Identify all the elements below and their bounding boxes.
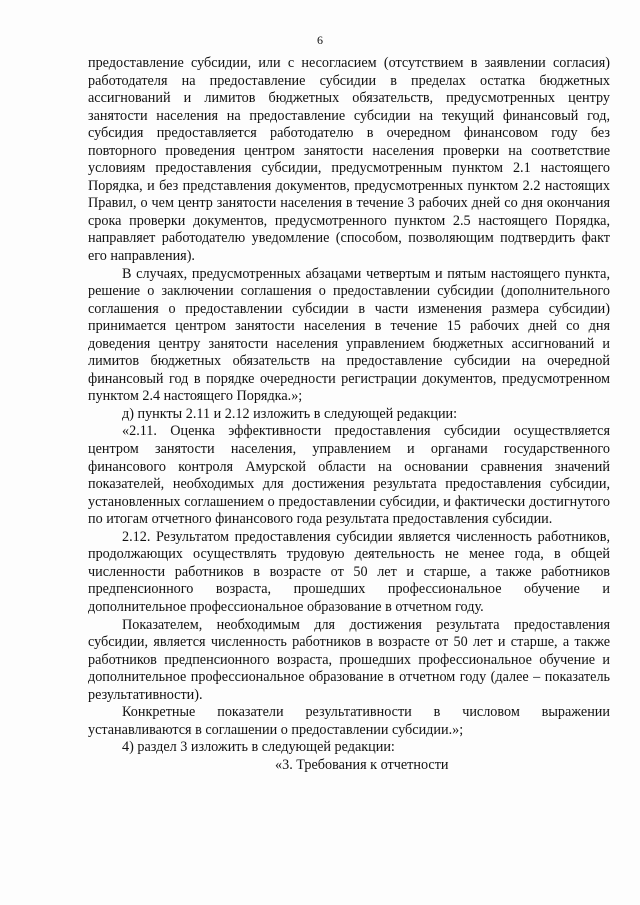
- section-3-title: «3. Требования к отчетности: [275, 756, 449, 773]
- paragraph-specific-indicators: Конкретные показатели результативности в числовом выражении устанавливаются в соглашении о предоставлении субсидии.»;: [88, 704, 610, 738]
- document-body: [88, 55, 610, 774]
- paragraph-indicator: Показателем, необходимым для достижения результата предоставления субсидии, является численность работников в возрасте от 50 лет и старше, а также работников предпенсионного возраста, прошедших профессиональное обучение и дополнительное профессиональное образование в отчетном году (далее – показатель результативности).: [88, 616, 610, 703]
- paragraph-continuation: предоставление субсидии, или с несогласием (отсутствием в заявлении согласия) работодателя на предоставление субсидии в пределах остатка бюджетных ассигнований и лимитов бюджетных обязательств, предусмотренных центру занятости населения на предоставление субсидии на текущий финансовый год, субсидия предоставляется работодателю в очередном финансовом году без повторного проведения центром занятости населения проверки на соответствие условиям предоставления субсидии, предусмотренным пунктом 2.1 настоящего Порядка, и без представления документов, предусмотренных пунктом 2.2 настоящих Правил, о чем центр занятости населения в течение 3 рабочих дней со дня окончания срока проверки документов, предусмотренного пунктом 2.5 настоящего Порядка, направляет работодателю уведомление (способом, позволяющим подтвердить факт его направления).: [88, 55, 610, 265]
- paragraph-clause-2-12: 2.12. Результатом предоставления субсидии является численность работников, продолжающих осуществлять трудовую деятельность не менее года, в общей численности работников в возрасте от 50 лет и старше, а также работников предпенсионного возраста, прошедших профессиональное обучение и дополнительное профессиональное образование в отчетном году.: [88, 528, 610, 615]
- paragraph-cases: В случаях, предусмотренных абзацами четвертым и пятым настоящего пункта, решение о заключении соглашения о предоставлении субсидии (дополнительного соглашения о предоставлении субсидии в части изменения размера субсидии) принимается центром занятости населения в течение 15 рабочих дней со дня доведения центру занятости населения управлением бюджетных ассигнований и лимитов бюджетных обязательств на предоставление субсидии на очередной финансовый год в порядке очередности регистрации документов, предусмотренном пунктом 2.4 настоящего Порядка.»;: [88, 265, 610, 405]
- paragraph-amendment-d: д) пункты 2.11 и 2.12 изложить в следующей редакции:: [122, 405, 458, 422]
- paragraph-amendment-4: 4) раздел 3 изложить в следующей редакции:: [122, 739, 395, 756]
- page-number: 6: [317, 33, 323, 47]
- paragraph-clause-2-11: «2.11. Оценка эффективности предоставления субсидии осуществляется центром занятости населения, управлением и органами государственного финансового контроля Амурской области на основании сравнения значений показателей, необходимых для достижения результата предоставления субсидии, установленных соглашением о предоставлении субсидии, и фактически достигнутого по итогам отчетного финансового года результата предоставления субсидии.: [88, 423, 610, 528]
